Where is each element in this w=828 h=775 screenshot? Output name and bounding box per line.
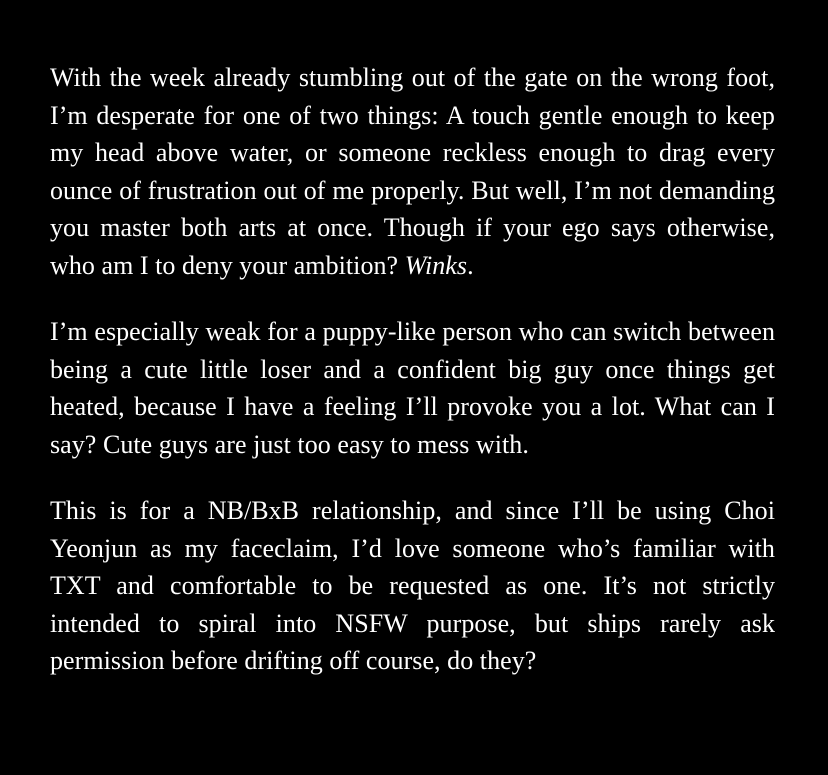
paragraph-2 [50, 313, 775, 463]
paragraph-1-italic-text: Winks [404, 250, 468, 280]
paragraph-1-end-punctuation: . [467, 250, 474, 280]
paragraph-3-text: This is for a NB/BxB relationship, and since I’ll be using Choi Yeonjun as my faceclaim, I’d love someone who’s familiar with TXT and comfortable to be requested as one. It’s not strictly intended to spiral into NSFW purpose, but ships rarely ask permission before drifting off course, do they? [50, 496, 775, 675]
paragraph-1-text: With the week already stumbling out of the gate on the wrong foot, I’m desperate for one of two things: A touch gentle enough to keep my head above water, or someone reckless enough to drag every ounce of frustration out of me properly. But well, I’m not demanding you master both arts at once. Though if your ego says otherwise, who am I to deny your ambition? [50, 63, 775, 280]
paragraph-1 [50, 59, 775, 284]
paragraph-3 [50, 492, 775, 680]
paragraph-2-text: I’m especially weak for a puppy-like person who can switch between being a cute little loser and a confident big guy once things get heated, because I have a feeling I’ll provoke you a lot. What can I say? Cute guys are just too easy to mess with. [50, 317, 775, 459]
